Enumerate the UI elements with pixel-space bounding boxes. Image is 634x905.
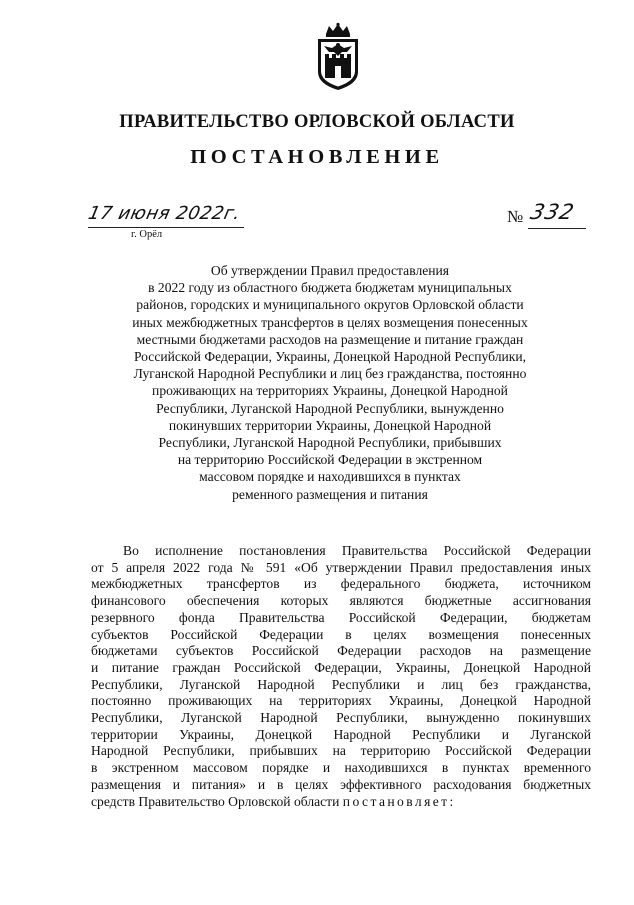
orel-coat-of-arms-icon (312, 22, 364, 92)
subject-line: Республики, Луганской Народной Республики, прибывших (158, 435, 502, 451)
body-line: Республики, Луганской Народной Республики и лиц без гражданства, (91, 676, 591, 692)
subject-line: покинувших территории Украины, Донецкой Народной (168, 417, 492, 433)
body-line: Народной Республики, прибывших на территорию Российской Федерации (91, 743, 591, 759)
body-line: размещения и питания» и в целях эффективного расходования бюджетных (91, 776, 591, 792)
resolution-keyword: постановляет: (342, 793, 456, 809)
subject-line: ременного размещения и питания (232, 486, 428, 502)
body-line: постоянно проживающих на территориях Украины, Донецкой Народной (91, 693, 591, 709)
handwritten-number: 332 (528, 200, 578, 224)
subject-line: Об утверждении Правил предоставления (210, 263, 450, 278)
handwritten-date: 17 июня 2022г. (86, 203, 243, 224)
number-label: № (507, 207, 524, 226)
subject-line: в 2022 году из областного бюджета бюджетам муниципальных (148, 280, 512, 296)
subject-line: местными бюджетами расходов на размещение и питание граждан (136, 331, 524, 347)
body-line: резервного фонда Правительства Российской Федерации, бюджетам (91, 609, 591, 625)
body-line: от 5 апреля 2022 года № 591 «Об утверждении Правил предоставления иных (91, 559, 591, 575)
body-line: бюджетами субъектов Российской Федерации расходов на размещение (91, 643, 591, 659)
subject-line: проживающих на территориях Украины, Донецкой Народной (152, 383, 508, 399)
body-line: финансового обеспечения которых являются бюджетные ассигнования (91, 593, 591, 609)
body-last-line (91, 794, 591, 811)
body-line: и питание граждан Российской Федерации, Украины, Донецкой Народной (91, 659, 591, 675)
subject-line: иных межбюджетных трансфертов в целях возмещения понесенных (132, 314, 528, 330)
date-underline (88, 227, 244, 228)
body-line: Республики, Луганской Народной Республики, вынужденно покинувших (91, 710, 591, 726)
body-line: Во исполнение постановления Правительства Российской Федерации (123, 543, 591, 558)
body-line: в экстренном массовом порядке и находившихся в пунктах временного (91, 760, 591, 776)
subject-line: Российской Федерации, Украины, Донецкой Народной Республики, (133, 349, 527, 365)
subject-line: массовом порядке и находившихся в пунктах (199, 469, 461, 485)
subject-line: районов, городских и муниципального округов Орловской области (136, 297, 524, 313)
document-subject (100, 262, 560, 503)
organization-title: ПРАВИТЕЛЬСТВО ОРЛОВСКОЙ ОБЛАСТИ (119, 112, 515, 132)
body-line: субъектов Российской Федерации в целях возмещения понесенных (91, 626, 591, 642)
subject-line: Луганской Народной Республики и лиц без гражданства, постоянно (133, 366, 527, 382)
body-paragraph (91, 543, 591, 810)
body-line: территории Украины, Донецкой Народной Республики и Луганской (91, 726, 591, 742)
document-type-title: ПОСТАНОВЛЕНИЕ (190, 146, 444, 168)
subject-line: на территорию Российской Федерации в экстренном (177, 452, 483, 468)
number-underline (528, 228, 586, 229)
body-line: межбюджетных трансфертов из федерального бюджета, источником (91, 576, 591, 592)
body-last-line-prefix: средств Правительство Орловской области (91, 793, 343, 809)
subject-line: Республики, Луганской Народной Республики, вынужденно (156, 400, 504, 416)
city-label: г. Орёл (131, 229, 163, 240)
